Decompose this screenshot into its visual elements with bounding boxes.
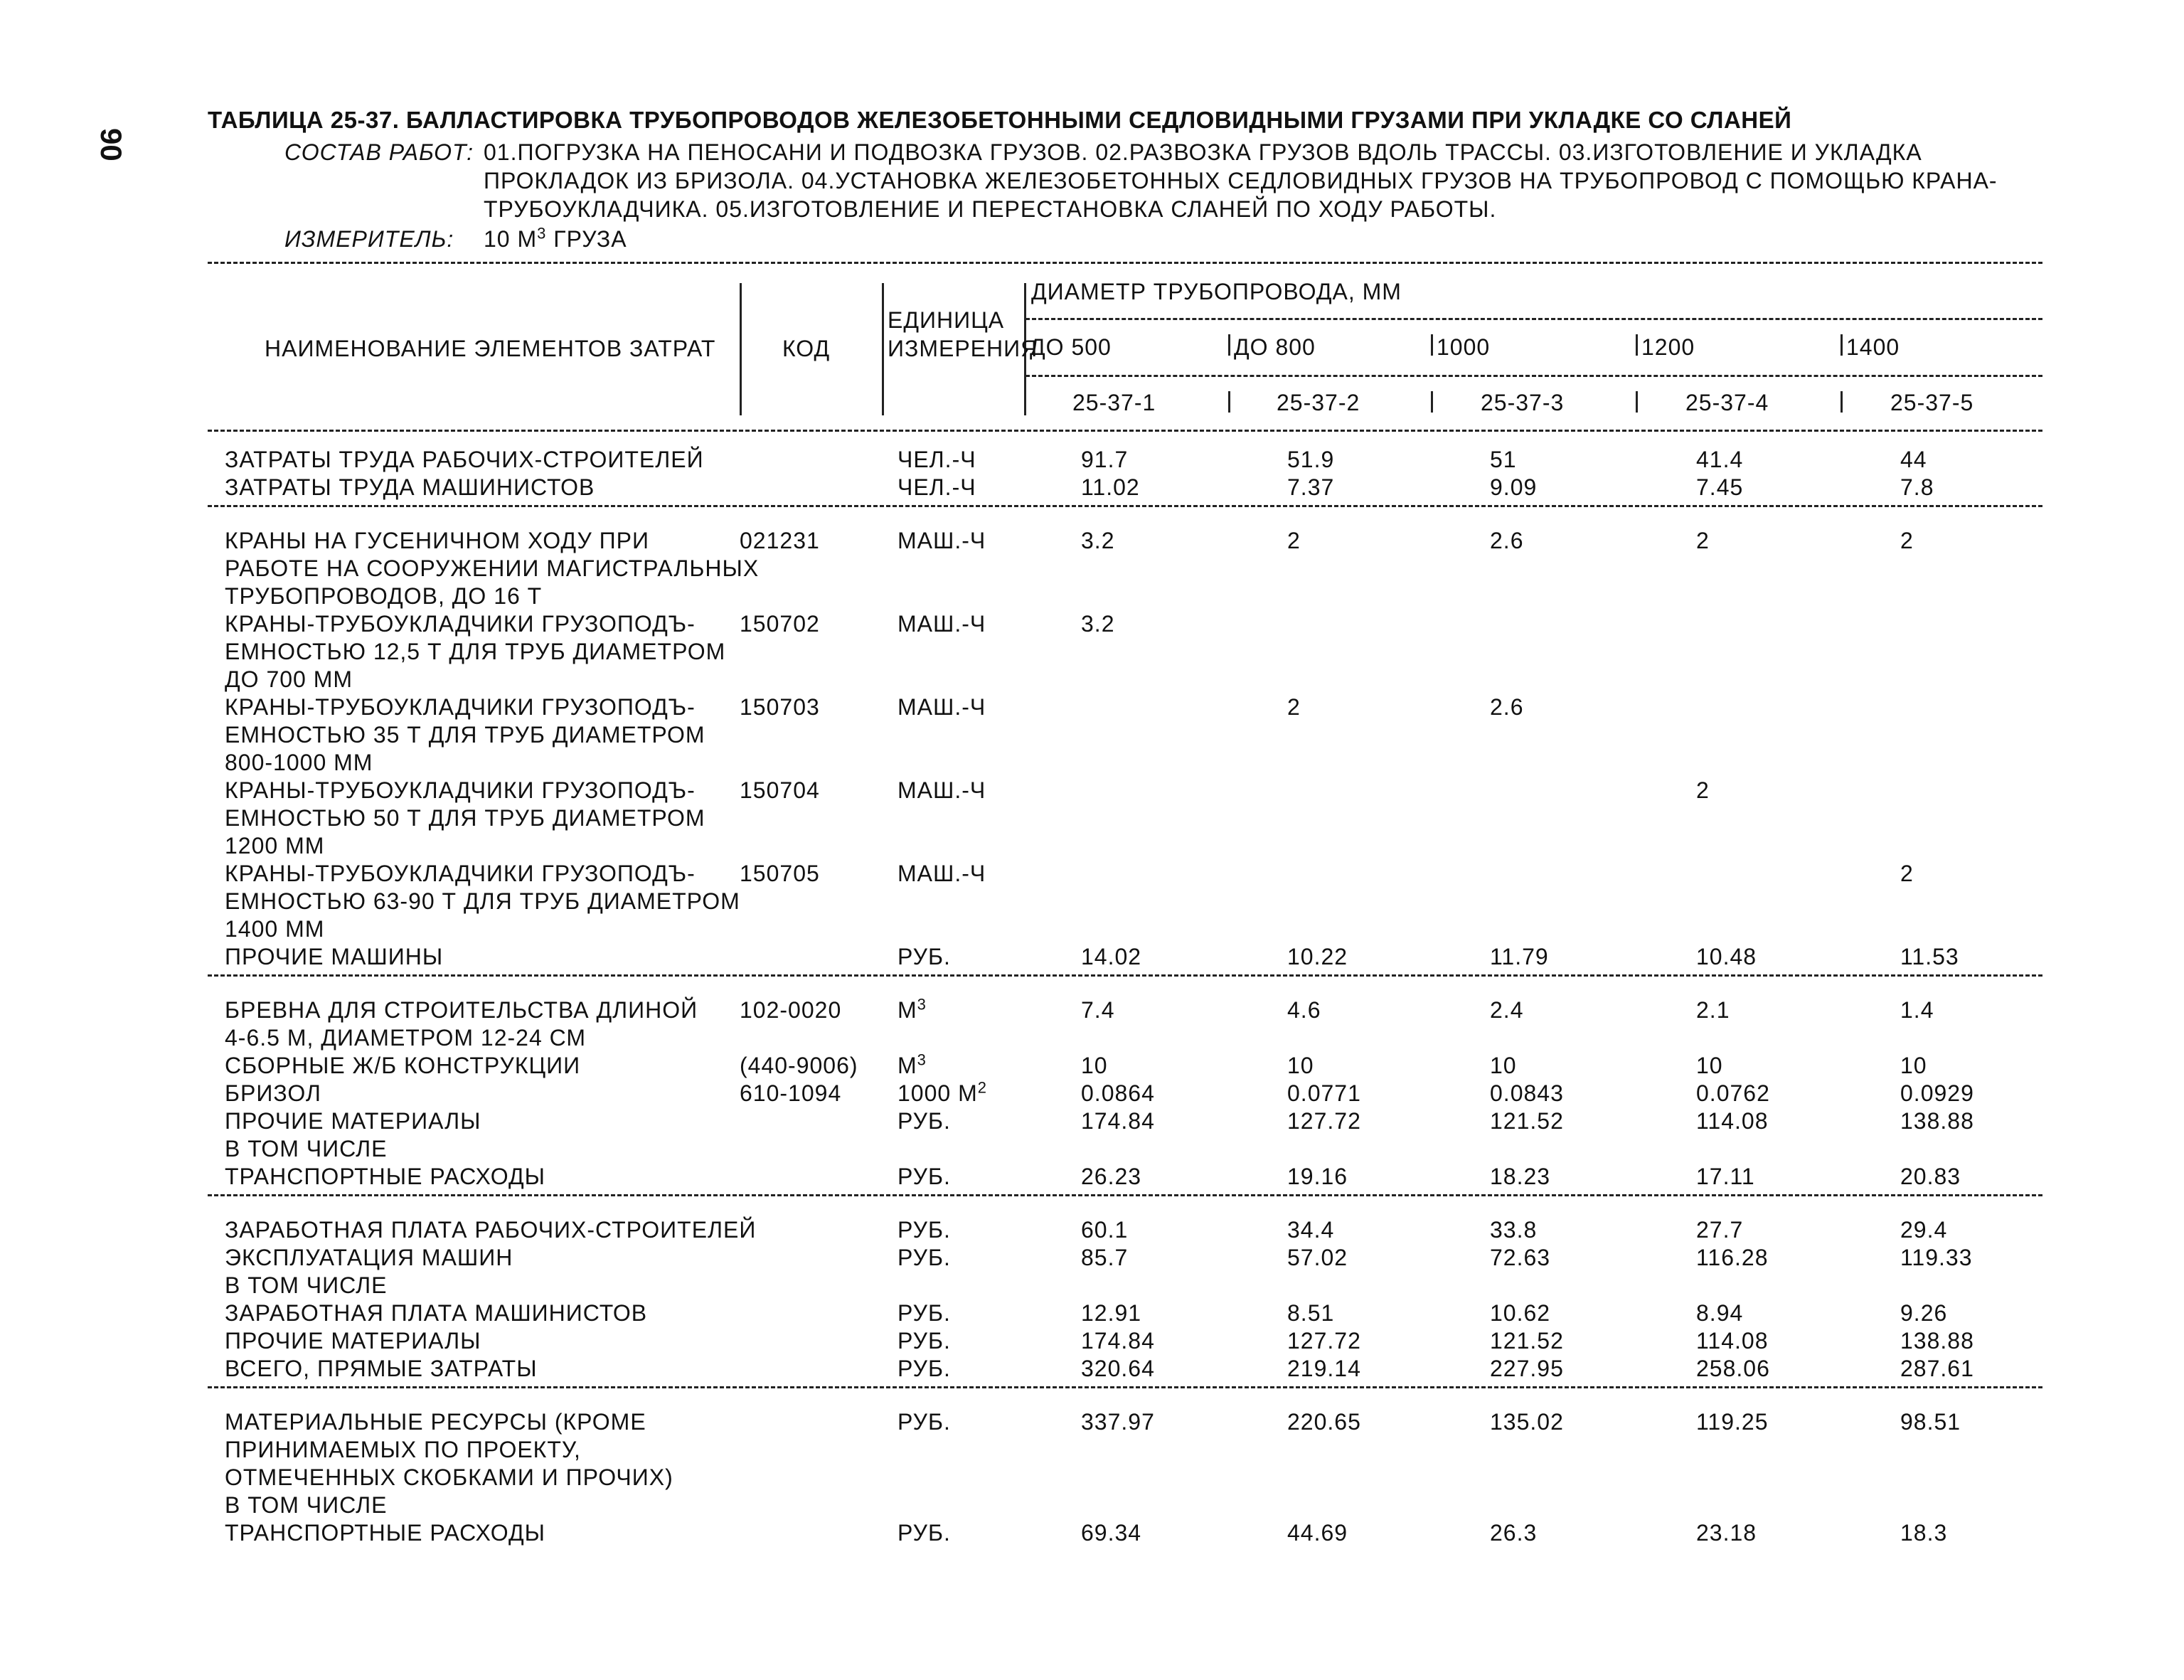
header-code: КОД <box>782 336 831 361</box>
row-value: 2 <box>1696 777 1710 803</box>
row-value: 1.4 <box>1900 997 1934 1023</box>
row-value: 3.2 <box>1081 611 1115 637</box>
row-name: В ТОМ ЧИСЛЕ <box>225 1272 388 1298</box>
row-unit: 1000 $М^2$ <box>897 1078 987 1106</box>
header-diam: ДО 800 <box>1234 334 1316 360</box>
work-line-1: 01.ПОГРУЗКА НА ПЕНОСАНИ И ПОДВОЗКА ГРУЗОВ. 02.РАЗВОЗКА ГРУЗОВ ВДОЛЬ ТРАССЫ. 03.ИЗГОТОВЛЕНИЕ И УКЛАДКА <box>484 139 1922 165</box>
header-top-rule <box>208 262 2042 264</box>
header-mid-rule <box>1026 318 2042 320</box>
row-value: 10 <box>1490 1053 1517 1078</box>
row-value: 119.25 <box>1696 1409 1769 1435</box>
row-name: МАТЕРИАЛЬНЫЕ РЕСУРСЫ (КРОМЕ <box>225 1409 646 1435</box>
row-value: 7.37 <box>1287 474 1335 500</box>
row-unit: РУБ. <box>897 1409 951 1435</box>
row-value: 11.79 <box>1490 944 1549 969</box>
header-divider <box>1636 334 1638 356</box>
row-name: ЕМНОСТЬЮ 12,5 Т ДЛЯ ТРУБ ДИАМЕТРОМ <box>225 639 726 664</box>
row-value: 2 <box>1287 694 1301 720</box>
row-unit: МАШ.-Ч <box>897 777 986 803</box>
work-line-2: ПРОКЛАДОК ИЗ БРИЗОЛА. 04.УСТАНОВКА ЖЕЛЕЗОБЕТОННЫХ СЕДЛОВИДНЫХ ГРУЗОВ НА ТРУБОПРОВОД С ПОМОЩЬЮ КРАНА- <box>484 168 1998 193</box>
row-name: БРЕВНА ДЛЯ СТРОИТЕЛЬСТВА ДЛИНОЙ <box>225 997 698 1023</box>
header-unit-2: ИЗМЕРЕНИЯ <box>888 336 1038 361</box>
row-value: 114.08 <box>1696 1108 1769 1134</box>
row-name: 4-6.5 М, ДИАМЕТРОМ 12-24 СМ <box>225 1025 587 1051</box>
row-value: 127.72 <box>1287 1328 1361 1354</box>
row-value: 2.1 <box>1696 997 1730 1023</box>
row-name: КРАНЫ-ТРУБОУКЛАДЧИКИ ГРУЗОПОДЪ- <box>225 861 696 886</box>
row-unit: РУБ. <box>897 1300 951 1326</box>
row-value: 10 <box>1696 1053 1723 1078</box>
row-unit: РУБ. <box>897 1328 951 1354</box>
row-unit: РУБ. <box>897 1245 951 1270</box>
row-code: (440-9006) <box>740 1053 858 1078</box>
section-rule <box>208 505 2042 507</box>
row-value: 287.61 <box>1900 1356 1974 1381</box>
row-value: 44.69 <box>1287 1520 1348 1546</box>
row-value: 60.1 <box>1081 1217 1129 1243</box>
row-value: 138.88 <box>1900 1328 1974 1354</box>
row-name: В ТОМ ЧИСЛЕ <box>225 1136 388 1161</box>
row-value: 12.91 <box>1081 1300 1142 1326</box>
row-value: 18.23 <box>1490 1164 1551 1189</box>
row-name: 800-1000 ММ <box>225 750 373 775</box>
header-bottom-rule <box>208 430 2042 432</box>
row-code: 610-1094 <box>740 1080 842 1106</box>
row-value: 227.95 <box>1490 1356 1564 1381</box>
header-mid-rule <box>1026 375 2042 377</box>
row-value: 18.3 <box>1900 1520 1948 1546</box>
header-col-code: 25-37-4 <box>1685 390 1769 415</box>
row-name: ВСЕГО, ПРЯМЫЕ ЗАТРАТЫ <box>225 1356 538 1381</box>
row-value: 0.0762 <box>1696 1080 1770 1106</box>
row-value: 19.16 <box>1287 1164 1348 1189</box>
header-divider <box>1431 334 1433 356</box>
header-divider <box>1841 391 1843 413</box>
row-name: ЗАТРАТЫ ТРУДА МАШИНИСТОВ <box>225 474 595 500</box>
row-unit: РУБ. <box>897 1356 951 1381</box>
row-name: ЕМНОСТЬЮ 63-90 Т ДЛЯ ТРУБ ДИАМЕТРОМ <box>225 888 740 914</box>
row-value: 7.4 <box>1081 997 1115 1023</box>
header-divider <box>1228 391 1230 413</box>
header-divider <box>1431 391 1433 413</box>
row-value: 2 <box>1287 528 1301 553</box>
row-value: 10 <box>1287 1053 1314 1078</box>
header-col-code: 25-37-5 <box>1890 390 1974 415</box>
row-unit: РУБ. <box>897 1164 951 1189</box>
row-value: 337.97 <box>1081 1409 1155 1435</box>
row-name: КРАНЫ-ТРУБОУКЛАДЧИКИ ГРУЗОПОДЪ- <box>225 777 696 803</box>
row-name: ТРАНСПОРТНЫЕ РАСХОДЫ <box>225 1520 545 1546</box>
row-unit: МАШ.-Ч <box>897 694 986 720</box>
row-value: 3.2 <box>1081 528 1115 553</box>
row-value: 7.8 <box>1900 474 1934 500</box>
header-diam: 1400 <box>1846 334 1900 360</box>
row-value: 121.52 <box>1490 1108 1564 1134</box>
row-name: ПРОЧИЕ МАШИНЫ <box>225 944 444 969</box>
row-name: ТРАНСПОРТНЫЕ РАСХОДЫ <box>225 1164 545 1189</box>
row-name: ОТМЕЧЕННЫХ СКОБКАМИ И ПРОЧИХ) <box>225 1464 673 1490</box>
row-value: 114.08 <box>1696 1328 1769 1354</box>
row-value: 85.7 <box>1081 1245 1129 1270</box>
page-number: 90 <box>95 128 128 161</box>
section-rule <box>208 1386 2042 1388</box>
section-rule <box>208 1194 2042 1196</box>
row-name: БРИЗОЛ <box>225 1080 321 1106</box>
row-name: ДО 700 ММ <box>225 666 353 692</box>
row-value: 51.9 <box>1287 447 1335 472</box>
table-title: ТАБЛИЦА 25-37. БАЛЛАСТИРОВКА ТРУБОПРОВОДОВ ЖЕЛЕЗОБЕТОННЫМИ СЕДЛОВИДНЫМИ ГРУЗАМИ ПРИ УКЛАДКЕ СО СЛАНЕЙ <box>208 107 1792 133</box>
row-name: РАБОТЕ НА СООРУЖЕНИИ МАГИСТРАЛЬНЫХ <box>225 555 760 581</box>
row-value: 127.72 <box>1287 1108 1361 1134</box>
row-value: 26.3 <box>1490 1520 1538 1546</box>
row-unit: ЧЕЛ.-Ч <box>897 447 976 472</box>
row-value: 10.62 <box>1490 1300 1551 1326</box>
row-value: 91.7 <box>1081 447 1129 472</box>
row-value: 174.84 <box>1081 1328 1155 1354</box>
row-value: 8.94 <box>1696 1300 1744 1326</box>
row-value: 0.0843 <box>1490 1080 1564 1106</box>
row-value: 57.02 <box>1287 1245 1348 1270</box>
row-unit: $М^3$ <box>897 995 927 1023</box>
row-unit: ЧЕЛ.-Ч <box>897 474 976 500</box>
row-name: ЗАРАБОТНАЯ ПЛАТА МАШИНИСТОВ <box>225 1300 648 1326</box>
row-value: 51 <box>1490 447 1517 472</box>
work-label: СОСТАВ РАБОТ: <box>284 139 474 165</box>
row-name: 1200 ММ <box>225 833 325 858</box>
row-unit: МАШ.-Ч <box>897 528 986 553</box>
row-name: ТРУБОПРОВОДОВ, ДО 16 Т <box>225 583 543 609</box>
row-value: 9.26 <box>1900 1300 1948 1326</box>
row-value: 116.28 <box>1696 1245 1769 1270</box>
header-divider <box>1228 334 1230 356</box>
work-line-3: ТРУБОУКЛАДЧИКА. 05.ИЗГОТОВЛЕНИЕ И ПЕРЕСТАНОВКА СЛАНЕЙ ПО ХОДУ РАБОТЫ. <box>484 196 1497 222</box>
row-name: 1400 ММ <box>225 916 325 942</box>
row-value: 69.34 <box>1081 1520 1142 1546</box>
row-name: КРАНЫ-ТРУБОУКЛАДЧИКИ ГРУЗОПОДЪ- <box>225 694 696 720</box>
header-col-code: 25-37-1 <box>1072 390 1156 415</box>
row-code: 150705 <box>740 861 820 886</box>
row-value: 119.33 <box>1900 1245 1973 1270</box>
row-code: 021231 <box>740 528 820 553</box>
row-value: 138.88 <box>1900 1108 1974 1134</box>
header-divider <box>740 283 742 415</box>
header-diam: 1000 <box>1437 334 1491 360</box>
row-name: ЗАТРАТЫ ТРУДА РАБОЧИХ-СТРОИТЕЛЕЙ <box>225 447 704 472</box>
row-value: 2 <box>1696 528 1710 553</box>
row-value: 11.53 <box>1900 944 1959 969</box>
row-value: 10.22 <box>1287 944 1348 969</box>
row-name: СБОРНЫЕ Ж/Б КОНСТРУКЦИИ <box>225 1053 581 1078</box>
header-col-code: 25-37-3 <box>1481 390 1565 415</box>
row-value: 10 <box>1081 1053 1108 1078</box>
measure-label: ИЗМЕРИТЕЛЬ: <box>284 226 454 252</box>
row-value: 26.23 <box>1081 1164 1142 1189</box>
header-divider <box>1636 391 1638 413</box>
measure-value: 10 $М^3$ ГРУЗА <box>484 224 627 252</box>
row-value: 98.51 <box>1900 1409 1961 1435</box>
row-value: 2 <box>1900 861 1914 886</box>
row-value: 0.0864 <box>1081 1080 1155 1106</box>
row-name: ПРОЧИЕ МАТЕРИАЛЫ <box>225 1108 481 1134</box>
row-value: 29.4 <box>1900 1217 1948 1243</box>
row-value: 8.51 <box>1287 1300 1335 1326</box>
header-divider <box>1841 334 1843 356</box>
row-value: 20.83 <box>1900 1164 1961 1189</box>
row-value: 219.14 <box>1287 1356 1361 1381</box>
row-value: 4.6 <box>1287 997 1321 1023</box>
row-name: ЕМНОСТЬЮ 50 Т ДЛЯ ТРУБ ДИАМЕТРОМ <box>225 805 705 831</box>
row-value: 174.84 <box>1081 1108 1155 1134</box>
row-value: 320.64 <box>1081 1356 1155 1381</box>
row-value: 2.6 <box>1490 694 1524 720</box>
header-diam: ДО 500 <box>1030 334 1112 360</box>
row-unit: РУБ. <box>897 1108 951 1134</box>
row-value: 14.02 <box>1081 944 1142 969</box>
row-value: 135.02 <box>1490 1409 1564 1435</box>
row-value: 10 <box>1900 1053 1927 1078</box>
row-code: 150702 <box>740 611 820 637</box>
row-value: 0.0929 <box>1900 1080 1974 1106</box>
row-name: КРАНЫ-ТРУБОУКЛАДЧИКИ ГРУЗОПОДЪ- <box>225 611 696 637</box>
header-divider <box>882 283 884 415</box>
row-value: 17.11 <box>1696 1164 1755 1189</box>
row-unit: МАШ.-Ч <box>897 861 986 886</box>
row-value: 72.63 <box>1490 1245 1551 1270</box>
row-name: ЗАРАБОТНАЯ ПЛАТА РАБОЧИХ-СТРОИТЕЛЕЙ <box>225 1217 757 1243</box>
row-value: 7.45 <box>1696 474 1744 500</box>
row-code: 150703 <box>740 694 820 720</box>
row-name: КРАНЫ НА ГУСЕНИЧНОМ ХОДУ ПРИ <box>225 528 650 553</box>
row-name: ЭКСПЛУАТАЦИЯ МАШИН <box>225 1245 513 1270</box>
row-unit: РУБ. <box>897 1217 951 1243</box>
row-value: 10.48 <box>1696 944 1757 969</box>
row-value: 220.65 <box>1287 1409 1361 1435</box>
row-value: 2.4 <box>1490 997 1524 1023</box>
row-unit: МАШ.-Ч <box>897 611 986 637</box>
row-unit: РУБ. <box>897 1520 951 1546</box>
header-unit-1: ЕДИНИЦА <box>888 307 1005 333</box>
section-rule <box>208 974 2042 977</box>
row-name: ПРИНИМАЕМЫХ ПО ПРОЕКТУ, <box>225 1437 581 1462</box>
header-diam: 1200 <box>1641 334 1695 360</box>
row-value: 9.09 <box>1490 474 1538 500</box>
row-value: 2 <box>1900 528 1914 553</box>
row-value: 27.7 <box>1696 1217 1744 1243</box>
header-col-code: 25-37-2 <box>1277 390 1360 415</box>
row-value: 0.0771 <box>1287 1080 1361 1106</box>
row-value: 23.18 <box>1696 1520 1757 1546</box>
row-value: 41.4 <box>1696 447 1744 472</box>
row-value: 34.4 <box>1287 1217 1335 1243</box>
row-value: 121.52 <box>1490 1328 1564 1354</box>
row-value: 11.02 <box>1081 474 1140 500</box>
row-name: ЕМНОСТЬЮ 35 Т ДЛЯ ТРУБ ДИАМЕТРОМ <box>225 722 705 748</box>
row-value: 2.6 <box>1490 528 1524 553</box>
row-unit: $М^3$ <box>897 1051 927 1078</box>
row-name: ПРОЧИЕ МАТЕРИАЛЫ <box>225 1328 481 1354</box>
row-name: В ТОМ ЧИСЛЕ <box>225 1492 388 1518</box>
row-value: 33.8 <box>1490 1217 1538 1243</box>
row-code: 102-0020 <box>740 997 842 1023</box>
header-diameter: ДИАМЕТР ТРУБОПРОВОДА, ММ <box>1031 279 1402 304</box>
row-value: 258.06 <box>1696 1356 1770 1381</box>
header-name: НАИМЕНОВАНИЕ ЭЛЕМЕНТОВ ЗАТРАТ <box>265 336 716 361</box>
row-unit: РУБ. <box>897 944 951 969</box>
row-value: 44 <box>1900 447 1927 472</box>
row-code: 150704 <box>740 777 820 803</box>
